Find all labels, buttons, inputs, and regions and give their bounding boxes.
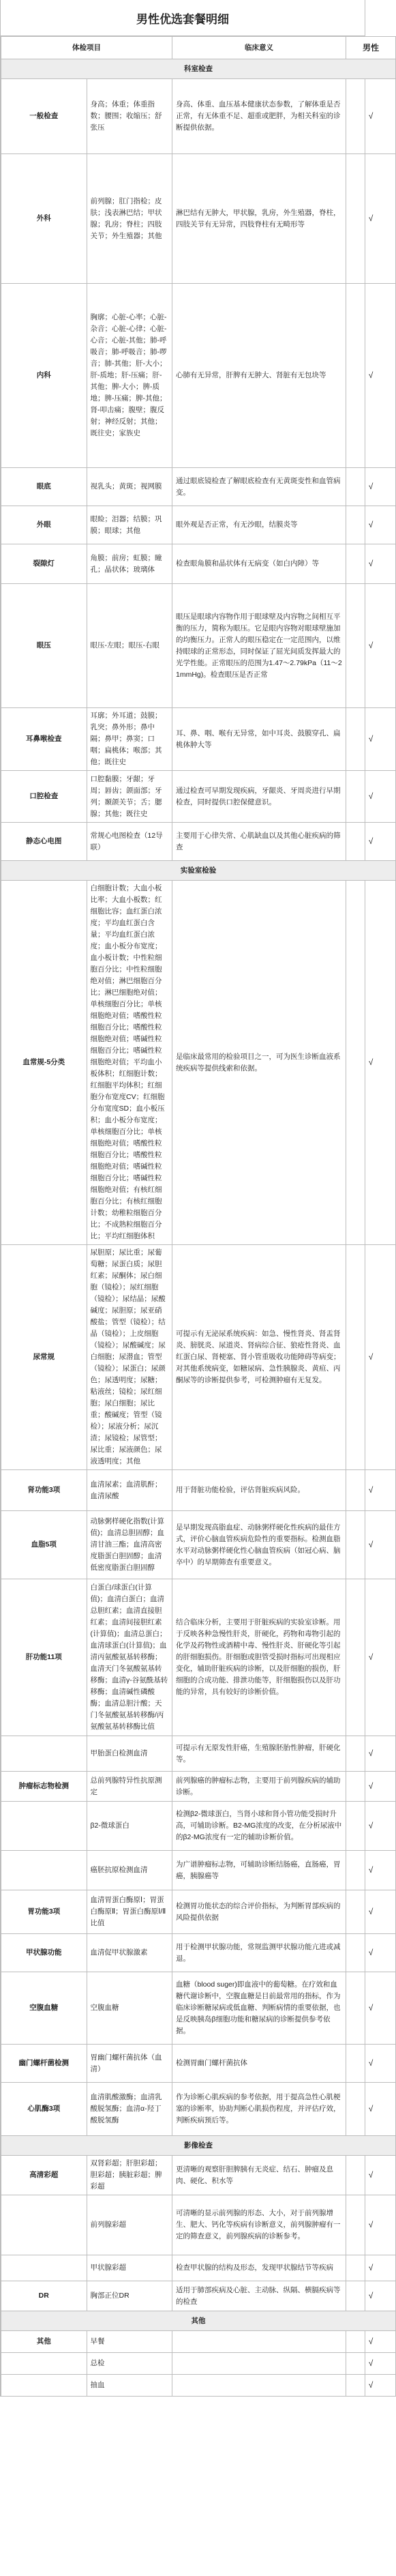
male-checkmark: √ <box>346 2156 396 2195</box>
item-meaning: 检测胃功能状态的综合评价指标，为判断胃部疾病的风险提供依据 <box>172 1890 346 1934</box>
item-meaning: 可提示有无原发性肝癌，生殖腺胚胎性肿瘤，肝硬化等。 <box>172 1736 346 1772</box>
male-checkmark: √ <box>346 1934 396 1972</box>
item-meaning: 前列腺癌的肿瘤标志物，主要用于前列腺疾病的辅助诊断。 <box>172 1772 346 1802</box>
item-detail: 耳廓；外耳道；鼓膜；乳突；鼻外形；鼻中隔；鼻甲；鼻窦；口咽；扁桃体；喉部；其他；既往史 <box>87 708 172 771</box>
section-title: 科室检查 <box>1 59 396 79</box>
item-meaning: 主要用于心律失常、心肌缺血以及其他心脏疾病的筛查 <box>172 823 346 861</box>
item-meaning: 适用于肺部疾病及心脏、主动脉、纵隔、横膈疾病等的检查 <box>172 2281 346 2311</box>
male-checkmark: √ <box>346 823 396 861</box>
male-checkmark: √ <box>346 1972 396 2045</box>
item-category: 胃功能3项 <box>1 1890 87 1934</box>
item-category: 甲状腺功能 <box>1 1934 87 1972</box>
male-checkmark: √ <box>346 2195 396 2255</box>
table-row <box>1 1245 396 1470</box>
item-category: DR <box>1 2281 87 2311</box>
item-detail: 总前列腺特异性抗原测定 <box>87 1772 172 1802</box>
item-meaning: 结合临床分析，主要用于肝脏疾病的实验室诊断。用于反映各种急慢性肝炎，肝硬化，药物和毒物引起的化学及药物性或酒精中毒、慢性肝炎、肝硬化等引起的肝细胞损伤。肝细胞或胆管受损时指标可出现相应变化，辅助肝脏疾病的诊断，以及肝细胞的损伤，肝细胞的合成功能、排泄功能等，肝细胞损伤以及肝功能的异常，具有较好的诊断价值。 <box>172 1579 346 1736</box>
male-checkmark: √ <box>346 881 396 1245</box>
table-row <box>1 2281 396 2311</box>
item-category: 血常规-5分类 <box>1 881 87 1245</box>
page-title: 男性优选套餐明细 <box>1 0 365 36</box>
table-row <box>1 2331 396 2353</box>
item-category: 其他 <box>1 2331 87 2353</box>
item-category: 眼压 <box>1 584 87 708</box>
item-category: 肝功能11项 <box>1 1579 87 1736</box>
male-checkmark: √ <box>346 154 396 284</box>
package-table <box>1 36 396 2397</box>
item-category: 口腔检查 <box>1 771 87 823</box>
item-meaning <box>172 2375 346 2397</box>
table-row <box>1 2156 396 2195</box>
item-detail: 身高；体重；体重指数；腰围；收缩压；舒张压 <box>87 79 172 154</box>
table-row <box>1 1736 396 1772</box>
table-row <box>1 1772 396 1802</box>
item-category: 高清彩超 <box>1 2156 87 2195</box>
item-detail: 胸部正位DR <box>87 2281 172 2311</box>
item-detail: 血清促甲状腺激素 <box>87 1934 172 1972</box>
male-checkmark: √ <box>346 2083 396 2136</box>
male-checkmark: √ <box>346 2353 396 2375</box>
item-meaning: 检测β2-微球蛋白，当肾小球和肾小管功能受损时升高，可辅助诊断。B2-MG浓度的改变，在分析尿液中的β2-MG浓度有一定的辅助诊断价值。 <box>172 1802 346 1851</box>
item-category: 外科 <box>1 154 87 284</box>
male-checkmark: √ <box>346 1245 396 1470</box>
item-detail: 血清胃蛋白酶原Ⅰ；胃蛋白酶原Ⅱ；胃蛋白酶原Ⅰ/Ⅱ比值 <box>87 1890 172 1934</box>
item-meaning: 检测胃幽门螺杆菌抗体 <box>172 2045 346 2083</box>
item-detail: 前列腺；肛门指检；皮肤；浅表淋巴结；甲状腺；乳房；脊柱；四肢关节；外生殖器；其他 <box>87 154 172 284</box>
item-detail: 血清尿素；血清肌酐；血清尿酸 <box>87 1470 172 1511</box>
table-row <box>1 584 396 708</box>
item-detail: 眼睑；泪器；结膜；巩膜；眼球；其他 <box>87 506 172 544</box>
male-checkmark: √ <box>346 506 396 544</box>
item-category: 空腹血糖 <box>1 1972 87 2045</box>
table-row <box>1 1934 396 1972</box>
item-detail: 甲状腺彩超 <box>87 2255 172 2281</box>
item-category <box>1 1851 87 1890</box>
section-row <box>1 2311 396 2331</box>
item-meaning: 通过眼底镜检查了解眼底检查有无黄斑变性和血管病变。 <box>172 468 346 506</box>
item-meaning: 更清晰的观察肝胆脾胰有无炎症、结石、肿瘤及息肉、硬化、积水等 <box>172 2156 346 2195</box>
table-row <box>1 823 396 861</box>
male-checkmark: √ <box>346 1890 396 1934</box>
section-row <box>1 861 396 881</box>
male-checkmark: √ <box>346 2331 396 2353</box>
item-detail: 视乳头；黄斑；视网膜 <box>87 468 172 506</box>
item-detail: 血清肌酸激酶；血清乳酸脱氢酶；血清α-羟丁酸脱氢酶 <box>87 2083 172 2136</box>
item-detail: 常规心电图检查（12导联） <box>87 823 172 861</box>
male-checkmark: √ <box>346 1772 396 1802</box>
table-row <box>1 1511 396 1579</box>
male-checkmark: √ <box>346 771 396 823</box>
header-male: 男性 <box>346 37 396 59</box>
table-body <box>1 59 396 2397</box>
item-detail: 抽血 <box>87 2375 172 2397</box>
item-detail: 前列腺彩超 <box>87 2195 172 2255</box>
male-checkmark: √ <box>346 708 396 771</box>
section-title: 实验室检验 <box>1 861 396 881</box>
item-detail: 角膜；前房；虹膜；瞳孔；晶状体；玻璃体 <box>87 544 172 584</box>
header-item: 体检项目 <box>1 37 172 59</box>
item-detail: 早餐 <box>87 2331 172 2353</box>
table-row <box>1 708 396 771</box>
item-meaning: 血糖（blood suger)即血液中的葡萄糖。在疗效和血糖代谢诊断中，空腹血糖是目前最常用的指标，作为临床诊断糖尿病或低血糖、判断病情的重要依据，也是反映胰岛β细胞功能和糖尿病的诊断提供参考依据。 <box>172 1972 346 2045</box>
item-meaning: 可清晰的显示前列腺的形态、大小，对于前列腺增生、肥大、钙化等疾病有诊断意义，前列腺肿瘤有一定的筛查意义，前列腺疾病的诊断参考。 <box>172 2195 346 2255</box>
header-meaning: 临床意义 <box>172 37 346 59</box>
item-category: 肿瘤标志物检测 <box>1 1772 87 1802</box>
item-meaning: 检查眼角膜和晶状体有无病变（如白内障）等 <box>172 544 346 584</box>
item-category: 尿常规 <box>1 1245 87 1470</box>
item-category: 幽门螺杆菌检测 <box>1 2045 87 2083</box>
item-detail: 胸廓；心脏-心率；心脏-杂音；心脏-心律；心脏-心音；心脏-其他；肺-呼吸音；肺-呼吸音；肺-啰音；肺-其他；肝-大小；肝-质地；肝-压痛；肝-其他；脾-大小；脾-质地；脾-压痛；脾-其他；肾-叩击痛；腹壁；腹反射；神经反射；其他；既往史；家族史 <box>87 284 172 468</box>
item-category: 一般检查 <box>1 79 87 154</box>
section-title: 影像检查 <box>1 2136 396 2156</box>
item-detail: 甲胎蛋白检测血清 <box>87 1736 172 1772</box>
male-checkmark: √ <box>346 544 396 584</box>
table-row <box>1 468 396 506</box>
item-meaning: 作为诊断心肌疾病的参考依据，用于提高急性心肌梗塞的诊断率，协助判断心肌损伤程度，并评估疗效，判断疾病预后等。 <box>172 2083 346 2136</box>
item-meaning: 可提示有无泌尿系统疾病：如急、慢性肾炎、肾盂肾炎、膀胱炎、尿道炎、肾病综合征、狼疮性肾炎、血红蛋白尿、肾梗塞、肾小管重吸收功能障碍等病变；对其他系统病变，如糖尿病、急性胰腺炎、黄疸、丙酮尿等的诊断提供参考，可检测肿瘤有无复发。 <box>172 1245 346 1470</box>
item-detail: β2-微球蛋白 <box>87 1802 172 1851</box>
male-checkmark: √ <box>346 2045 396 2083</box>
item-detail: 动脉粥样硬化指数(计算值)；血清总胆固醇；血清甘油三酯；血清高密度脂蛋白胆固醇；血清低密度脂蛋白胆固醇 <box>87 1511 172 1579</box>
item-detail: 胃幽门螺杆菌抗体（血清） <box>87 2045 172 2083</box>
male-checkmark: √ <box>346 2281 396 2311</box>
item-detail: 尿胆原；尿比重；尿葡萄糖；尿蛋白质；尿胆红素；尿酮体；尿白细胞（镜检）；尿红细胞（镜检）；尿结晶；尿酸碱度；尿胆原；尿亚硝酸盐；管型（镜检）；结晶（镜检）；上皮细胞（镜检）；尿酸碱度；尿白细胞；尿潜血；管型（镜检）；尿蛋白；尿颜色；尿透明度；尿糖；粘液丝；镜检；尿红细胞；尿白细胞；尿比重；酸碱度；管型（镜检）；尿液分析；尿沉渣；尿镜检；尿管型；尿比重；尿液颜色；尿液透明度；其他 <box>87 1245 172 1470</box>
item-detail: 双肾彩超；肝胆彩超；胆彩超；胰脏彩超；脾彩超 <box>87 2156 172 2195</box>
item-category: 外眼 <box>1 506 87 544</box>
item-meaning: 检查甲状腺的结构及形态，发现甲状腺结节等疾病 <box>172 2255 346 2281</box>
table-row <box>1 2195 396 2255</box>
male-checkmark: √ <box>346 584 396 708</box>
item-category: 心肌酶3项 <box>1 2083 87 2136</box>
table-row <box>1 506 396 544</box>
item-category: 肾功能3项 <box>1 1470 87 1511</box>
item-detail: 口腔黏膜；牙龈；牙周；唇齿；颌面部；牙列；颞颌关节；舌；腮腺；其他；既往史 <box>87 771 172 823</box>
table-row <box>1 2255 396 2281</box>
table-row <box>1 1851 396 1890</box>
item-category: 血脂5项 <box>1 1511 87 1579</box>
item-category <box>1 2195 87 2255</box>
item-meaning: 是临床最常用的检验项目之一，可为医生诊断血液系统疾病等提供线索和依据。 <box>172 881 346 1245</box>
header-row <box>1 37 396 59</box>
item-category: 内科 <box>1 284 87 468</box>
table-row <box>1 544 396 584</box>
item-meaning: 身高、体重、血压基本健康状态参数，了解体重是否正常，有无体重不足、超重或肥胖，为相关科室的诊断提供依据。 <box>172 79 346 154</box>
table-row <box>1 284 396 468</box>
item-meaning: 为广谱肿瘤标志物，可辅助诊断结肠癌，直肠癌，胃癌，胰腺癌等 <box>172 1851 346 1890</box>
table-row <box>1 1890 396 1934</box>
table-row <box>1 2375 396 2397</box>
table-row <box>1 2083 396 2136</box>
section-row <box>1 59 396 79</box>
table-row <box>1 771 396 823</box>
item-meaning: 耳、鼻、咽、喉有无异常，如中耳炎、鼓膜穿孔、扁桃体肿大等 <box>172 708 346 771</box>
table-row <box>1 1972 396 2045</box>
item-category: 静态心电图 <box>1 823 87 861</box>
male-checkmark: √ <box>346 1736 396 1772</box>
male-checkmark: √ <box>346 468 396 506</box>
male-checkmark: √ <box>346 1470 396 1511</box>
table-row <box>1 154 396 284</box>
item-meaning: 用于检测甲状腺功能，常规监测甲状腺功能亢进或减退。 <box>172 1934 346 1972</box>
item-category: 裂隙灯 <box>1 544 87 584</box>
male-checkmark: √ <box>346 79 396 154</box>
table-row <box>1 881 396 1245</box>
male-checkmark: √ <box>346 284 396 468</box>
item-category <box>1 2353 87 2375</box>
male-checkmark: √ <box>346 1511 396 1579</box>
male-checkmark: √ <box>346 2375 396 2397</box>
item-detail: 白细胞计数；大血小板比率；大血小板数；红细胞比容；血红蛋白浓度；平均血红蛋白含量；平均血红蛋白浓度；血小板分布宽度；血小板计数；中性粒细胞百分比；中性粒细胞绝对值；淋巴细胞百分比；淋巴细胞绝对值；单核细胞百分比；单核细胞绝对值；嗜酸性粒细胞百分比；嗜酸性粒细胞绝对值；嗜碱性粒细胞百分比；嗜碱性粒细胞绝对值；平均血小板体积；红细胞计数；红细胞平均体积；红细胞分布宽度CV；红细胞分布宽度SD；血小板压积；血小板分布宽度；单核细胞百分比；单核细胞绝对值；嗜酸性粒细胞百分比；嗜酸性粒细胞绝对值；嗜碱性粒细胞百分比；嗜碱性粒细胞绝对值；有核红细胞百分比；有核红细胞计数；幼稚粒细胞百分比；不成熟粒细胞百分比；平均红细胞体积 <box>87 881 172 1245</box>
item-meaning: 用于肾脏功能检验，评估肾脏疾病风险。 <box>172 1470 346 1511</box>
item-category: 眼底 <box>1 468 87 506</box>
item-meaning: 是早期发现高脂血症、动脉粥样硬化性疾病的最佳方式，评价心脑血管疾病危险性的重要指标。检测血脂水平对动脉粥样硬化性心脑血管疾病（如冠心病、脑卒中）的早期筛查有重要意义。 <box>172 1511 346 1579</box>
item-meaning: 淋巴结有无肿大，甲状腺，乳房，外生殖器，脊柱，四肢关节有无异常，四肢脊柱有无畸形等 <box>172 154 346 284</box>
item-meaning <box>172 2331 346 2353</box>
item-detail: 眼压-左眼；眼压-右眼 <box>87 584 172 708</box>
item-detail: 癌胚抗原检测血清 <box>87 1851 172 1890</box>
item-category <box>1 1736 87 1772</box>
item-detail: 空腹血糖 <box>87 1972 172 2045</box>
item-category <box>1 1802 87 1851</box>
section-row <box>1 2136 396 2156</box>
table-row <box>1 2045 396 2083</box>
male-checkmark: √ <box>346 1802 396 1851</box>
item-meaning: 眼压是眼球内容物作用于眼球壁及内容物之间相互平衡的压力，简称为眼压。它是眼内容物对眼球壁施加的均衡压力。正常人的眼压稳定在一定范围内，以维持眼球的正常形态，同时保证了屈光间质发挥最大的光学性能。正常眼压的范围为1.47～2.79kPa（11～21mmHg)。检查眼压是否正常 <box>172 584 346 708</box>
table-row <box>1 1579 396 1736</box>
table-row <box>1 79 396 154</box>
table-row <box>1 2353 396 2375</box>
section-title: 其他 <box>1 2311 396 2331</box>
item-category <box>1 2375 87 2397</box>
item-meaning: 眼外观是否正常，有无沙眼，结膜炎等 <box>172 506 346 544</box>
item-category: 耳鼻喉检查 <box>1 708 87 771</box>
item-meaning: 通过检查可早期发现疾病，牙龈炎、牙周炎进行早期检查，同时提供口腔保健意识。 <box>172 771 346 823</box>
table-row <box>1 1470 396 1511</box>
item-detail: 白蛋白/球蛋白(计算值)；血清白蛋白；血清总胆红素；血清直接胆红素；血清间接胆红素(计算值)；血清总蛋白；血清球蛋白(计算值)；血清丙氨酸氨基转移酶；血清天门冬氨酸氨基转移酶；血清γ-谷氨酰基转移酶；血清碱性磷酸酶；血清总胆汁酸；天门冬氨酸氨基转移酶/丙氨酸氨基转移酶比值 <box>87 1579 172 1736</box>
item-meaning <box>172 2353 346 2375</box>
item-meaning: 心肺有无异常，肝脾有无肿大、肾脏有无包块等 <box>172 284 346 468</box>
male-checkmark: √ <box>346 1579 396 1736</box>
male-checkmark: √ <box>346 1851 396 1890</box>
table-row <box>1 1802 396 1851</box>
item-detail: 总检 <box>87 2353 172 2375</box>
item-category <box>1 2255 87 2281</box>
male-checkmark: √ <box>346 2255 396 2281</box>
